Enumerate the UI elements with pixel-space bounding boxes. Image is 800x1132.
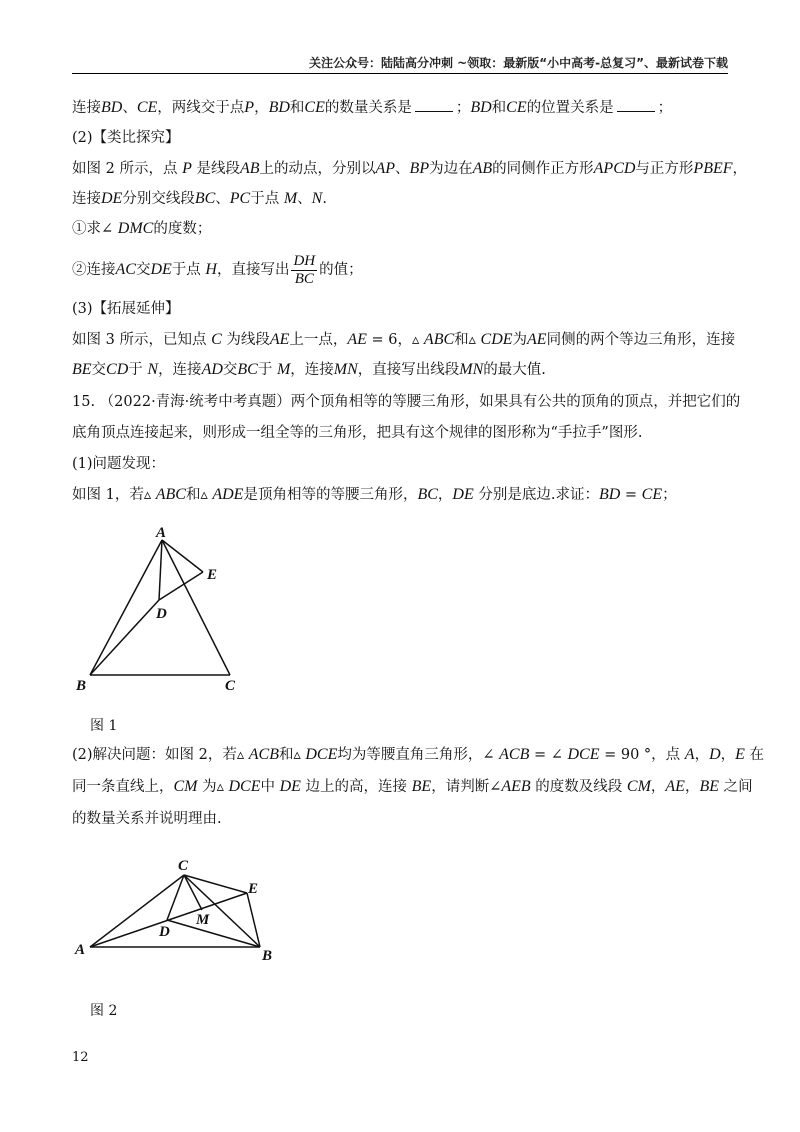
point-label-E: E [248, 881, 259, 897]
text-line-3: 连接DE分别交线段BC、PC于点 M、N. [72, 190, 327, 207]
text-line-2: 如图 2 所示，点 P 是线段AB上的动点，分别以AP、BP为边在AB的同侧作正方形APCD与正方形PBEF， [72, 160, 748, 177]
segment-CM [184, 875, 202, 910]
point-label-A: A [156, 525, 167, 541]
segment-AD [159, 540, 162, 600]
page-header: 关注公众号：陆陆高分冲刺 ~领取：最新版“小中高考-总复习”、最新试卷下载 [309, 56, 728, 70]
subquestion-1-heading: (1)问题发现： [72, 456, 166, 472]
question-2: ②连接AC交DE于点 H，直接写出 $\frac{DH}{BC}$ 的值； [72, 252, 363, 287]
problem-15-line-2: 底角顶点连接起来，则形成一组全等的三角形，把具有这个规律的图形称为“手拉手”图形. [72, 425, 643, 441]
text-line-4: 如图 3 所示，已知点 C 为线段AE上一点，AE = 6，▵ ABC和▵ CDE为AE同侧的两个等边三角形，连接 [72, 331, 736, 348]
header-rule [72, 73, 728, 74]
text-line-1: 连接BD、CE，两线交于点P，BD和CE的数量关系是 ；BD和CE的位置关系是 ； [72, 99, 673, 116]
figure-2-caption: 图 2 [90, 1003, 118, 1019]
section-heading: (3)【拓展延伸】 [72, 301, 180, 317]
text-line-6: 如图 1，若▵ ABC和▵ ADE是顶角相等的等腰三角形，BC，DE 分别是底边.求证：BD = CE； [72, 486, 677, 503]
point-label-A: A [75, 942, 86, 958]
figure-2-diagram [70, 850, 290, 970]
point-label-C: C [225, 678, 236, 694]
point-label-D: D [159, 924, 170, 940]
section-heading: (2)【类比探究】 [72, 130, 180, 146]
segment-BE [247, 893, 260, 947]
point-label-C: C [178, 858, 189, 874]
figure-1-diagram [70, 520, 270, 700]
point-label-B: B [262, 948, 273, 964]
page-number: 12 [72, 1050, 89, 1065]
point-label-D: D [156, 606, 167, 622]
segment-AE [162, 540, 203, 572]
point-label-E: E [207, 567, 218, 583]
answer-blank [617, 97, 655, 112]
answer-blank [415, 97, 453, 112]
fraction: $\frac{DH}{BC}$ [293, 252, 316, 287]
point-label-B: B [76, 678, 87, 694]
text-line-5: BE交CD于 N，连接AD交BC于 M，连接MN，直接写出线段MN的最大值. [72, 361, 546, 378]
text-line-9: 的数量关系并说明理由. [72, 811, 222, 827]
text-line-8: 同一条直线上，CM 为▵ DCE中 DE 边上的高，连接 BE，请判断∠AEB 的度数及线段 CM，AE，BE 之间 [72, 778, 753, 795]
question-1: ①求∠ DMC的度数； [72, 220, 212, 237]
problem-15-line-1: 15. （2022·青海·统考中考真题）两个顶角相等的等腰三角形，如果具有公共的顶角的顶点，并把它们的 [72, 394, 741, 410]
text-line-7: (2)解决问题：如图 2，若▵ ACB和▵ DCE均为等腰直角三角形，∠ ACB = ∠ DCE = 90 °，点 A，D，E 在 [72, 746, 765, 763]
figure-1-caption: 图 1 [90, 718, 118, 734]
point-label-M: M [196, 912, 210, 928]
segment-AC [162, 540, 230, 675]
